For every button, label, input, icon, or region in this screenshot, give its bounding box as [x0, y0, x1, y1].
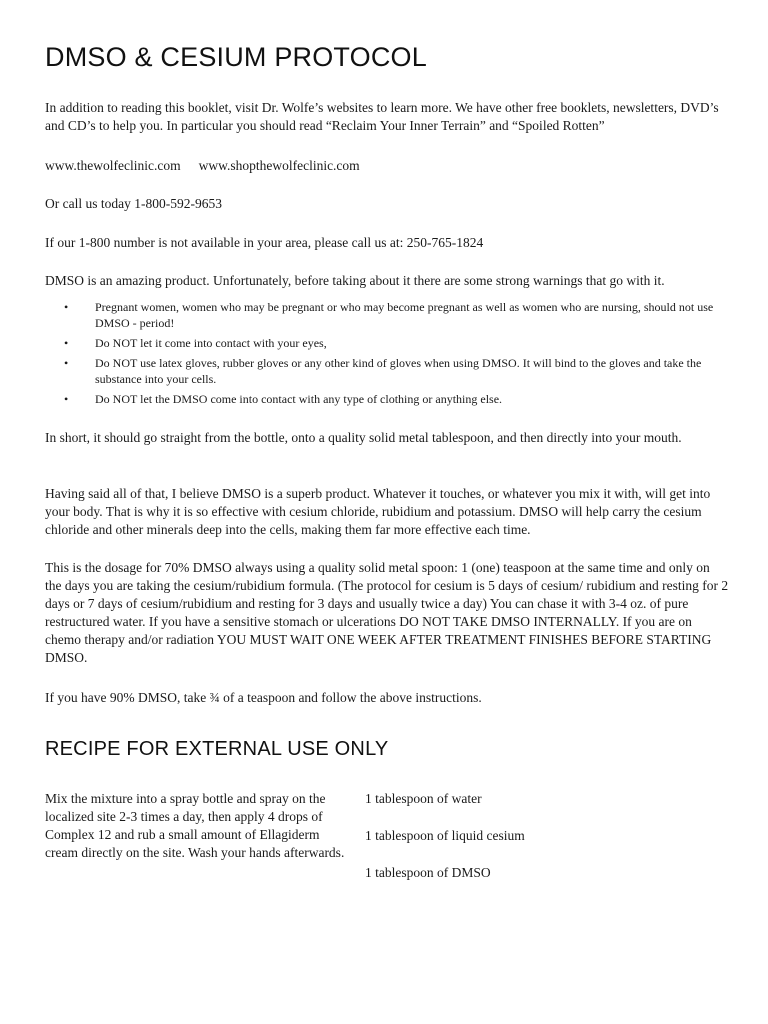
website-link-shop[interactable]: www.shopthewolfeclinic.com — [198, 158, 360, 173]
ninety-percent-paragraph: If you have 90% DMSO, take ¾ of a teaspoon and follow the above instructions. — [45, 690, 482, 705]
dosage-paragraph: This is the dosage for 70% DMSO always using a quality solid metal spoon: 1 (one) teaspoon at the same time and only on the days you are taking the cesium/rubidium formula. (The protocol for cesium is 5 days of cesium/ rubidium and resting for 2 days or 7 days of cesium/rubidium and resting for 3 days and usually twice a day) You can chase it with 3-4 oz. of pure restructured water. If you have a sensitive stomach or ulcerations DO NOT TAKE DMSO INTERNALLY. If you are on chemo therapy and/or radiation YOU MUST WAIT ONE WEEK AFTER TREATMENT FINISHES BEFORE STARTING DMSO. — [45, 560, 729, 665]
recipe-heading: RECIPE FOR EXTERNAL USE ONLY — [45, 738, 389, 760]
warning-item: • Do NOT let the DMSO come into contact with any type of clothing or anything else. — [45, 391, 729, 407]
warning-item: • Do NOT let it come into contact with your eyes, — [45, 335, 729, 351]
recipe-ingredients-column — [365, 790, 665, 901]
alt-number-line: If our 1-800 number is not available in your area, please call us at: 250-765-1824 — [45, 235, 484, 250]
warning-intro: DMSO is an amazing product. Unfortunately, before taking about it there are some strong warnings that go with it. — [45, 273, 665, 288]
ingredient-item: 1 tablespoon of water — [365, 791, 482, 806]
website-link-clinic[interactable]: www.thewolfeclinic.com — [45, 158, 181, 173]
call-line: Or call us today 1-800-592-9653 — [45, 196, 222, 211]
warning-item: • Pregnant women, women who may be pregnant or who may become pregnant as well as women who are nursing, should not use DMSO - period! — [45, 299, 729, 331]
recipe-instructions-column — [45, 790, 345, 862]
ingredient-item: 1 tablespoon of liquid cesium — [365, 828, 525, 843]
page-title: DMSO & CESIUM PROTOCOL — [45, 42, 427, 72]
ingredient-item: 1 tablespoon of DMSO — [365, 865, 491, 880]
warnings-list — [45, 299, 729, 411]
websites-line — [45, 157, 729, 175]
intro-paragraph: In addition to reading this booklet, visit Dr. Wolfe’s websites to learn more. We have other free booklets, newsletters, DVD’s and CD’s to help you. In particular you should read “Reclaim Your Inner Terrain” and “Spoiled Rotten” — [45, 100, 719, 133]
warning-item: • Do NOT use latex gloves, rubber gloves or any other kind of gloves when using DMSO. It will bind to the gloves and take the substance into your cells. — [45, 355, 729, 387]
recipe-instructions: Mix the mixture into a spray bottle and spray on the localized site 2-3 times a day, then apply 4 drops of Complex 12 and rub a small amount of Ellagiderm cream directly on the site. Wash your hands afterwards. — [45, 791, 345, 860]
superb-paragraph: Having said all of that, I believe DMSO is a superb product. Whatever it touches, or whatever you mix it with, will get into your body. That is why it is so effective with cesium chloride, rubidium and potassium. DMSO will help carry the cesium chloride and other minerals deep into the cells, making them far more effective each time. — [45, 486, 711, 537]
short-paragraph: In short, it should go straight from the bottle, onto a quality solid metal tablespoon, and then directly into your mouth. — [45, 430, 682, 445]
